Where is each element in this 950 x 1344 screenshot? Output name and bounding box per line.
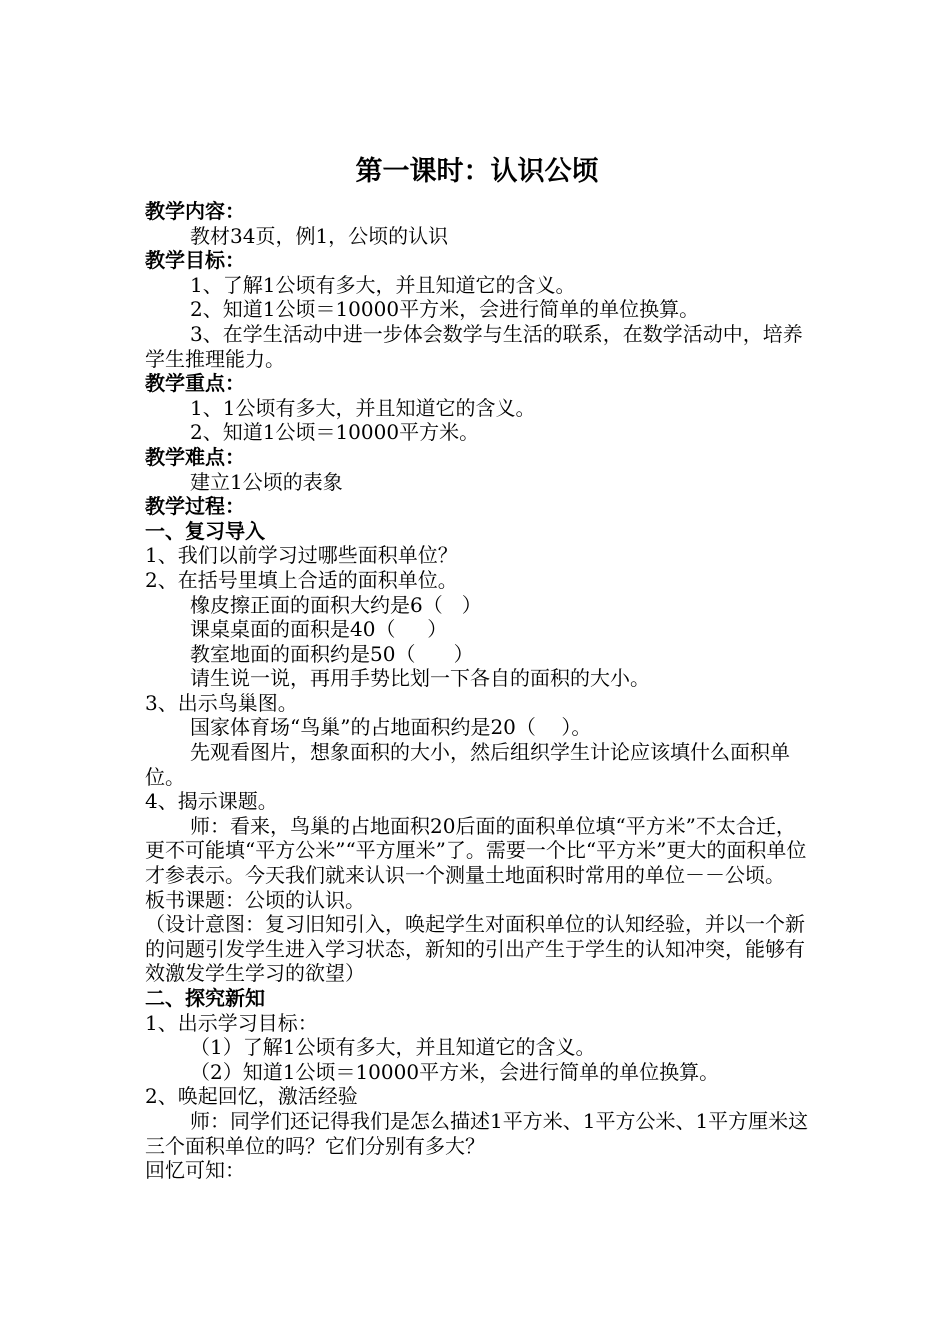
paragraph: 课桌桌面的面积是40（ ）	[190, 617, 448, 642]
paragraph: 2、知道1公顷＝10000平方米。	[190, 420, 480, 445]
paragraph: 2、知道1公顷＝10000平方米，会进行简单的单位换算。	[190, 297, 700, 322]
paragraph: 板书课题：公顷的认识。	[145, 887, 365, 912]
section-heading: 教学重点：	[145, 371, 245, 396]
paragraph: 1、了解1公顷有多大，并且知道它的含义。	[190, 272, 576, 297]
paragraph: 3、在学生活动中进一步体会数学与生活的联系，在数学活动中，培养学生推理能力。	[145, 321, 803, 371]
section-heading: 教学内容：	[145, 199, 245, 223]
paragraph: 教材34页，例1，公顷的认识	[190, 223, 449, 248]
paragraph: 教室地面的面积约是50（ ）	[190, 641, 474, 666]
paragraph: 建立1公顷的表象	[190, 469, 343, 494]
section-heading: 教学目标：	[145, 248, 245, 273]
paragraph: 回忆可知：	[145, 1158, 245, 1183]
paragraph: 2、在括号里填上合适的面积单位。	[145, 567, 458, 592]
paragraph: 4、揭示课题。	[145, 789, 278, 814]
paragraph: （设计意图：复习旧知引入，唤起学生对面积单位的认知经验，并以一个新的问题引发学生进入学习状态，新知的引出产生于学生的认知冲突，能够有效激发学生学习的欲望）	[145, 912, 805, 986]
paragraph: 请生说一说，再用手势比划一下各自的面积的大小。	[190, 666, 650, 691]
paragraph: 橡皮擦正面的面积大约是6（ ）	[190, 592, 482, 617]
section-heading: 二、探究新知	[145, 986, 265, 1010]
page-title: 第一课时：认识公顷	[355, 156, 599, 187]
section-heading: 教学难点：	[145, 444, 245, 469]
paragraph: 师：看来，鸟巢的占地面积20后面的面积单位填“平方米”不太合迁，更不可能填“平方公米”“平方厘米”了。需要一个比“平方米”更大的面积单位才参表示。今天我们就来认识一个测量土地面积时常用的单位－－公顷。	[145, 813, 807, 888]
paragraph: 1、出示学习目标：	[145, 1010, 318, 1035]
paragraph: 师：同学们还记得我们是怎么描述1平方米、1平方公米、1平方厘米这三个面积单位的吗？它们分别有多大？	[145, 1108, 809, 1158]
section-heading: 一、复习导入	[145, 518, 265, 543]
paragraph: 1、1公顷有多大，并且知道它的含义。	[190, 395, 536, 420]
lesson-text	[145, 199, 809, 1183]
paragraph: （1）了解1公顷有多大，并且知道它的含义。	[190, 1035, 596, 1060]
section-heading: 教学过程：	[145, 494, 245, 519]
paragraph: 1、我们以前学习过哪些面积单位？	[145, 543, 458, 568]
paragraph: 2、唤起回忆，激活经验	[145, 1084, 358, 1109]
paragraph: 3、出示鸟巢图。	[145, 690, 298, 715]
paragraph: （2）知道1公顷＝10000平方米，会进行简单的单位换算。	[190, 1059, 720, 1084]
document-body	[145, 155, 809, 1183]
paragraph: 国家体育场“鸟巢”的占地面积约是20（ ）。	[190, 715, 592, 740]
paragraph: 先观看图片，想象面积的大小，然后组织学生计论应该填什么面积单位。	[145, 740, 790, 789]
